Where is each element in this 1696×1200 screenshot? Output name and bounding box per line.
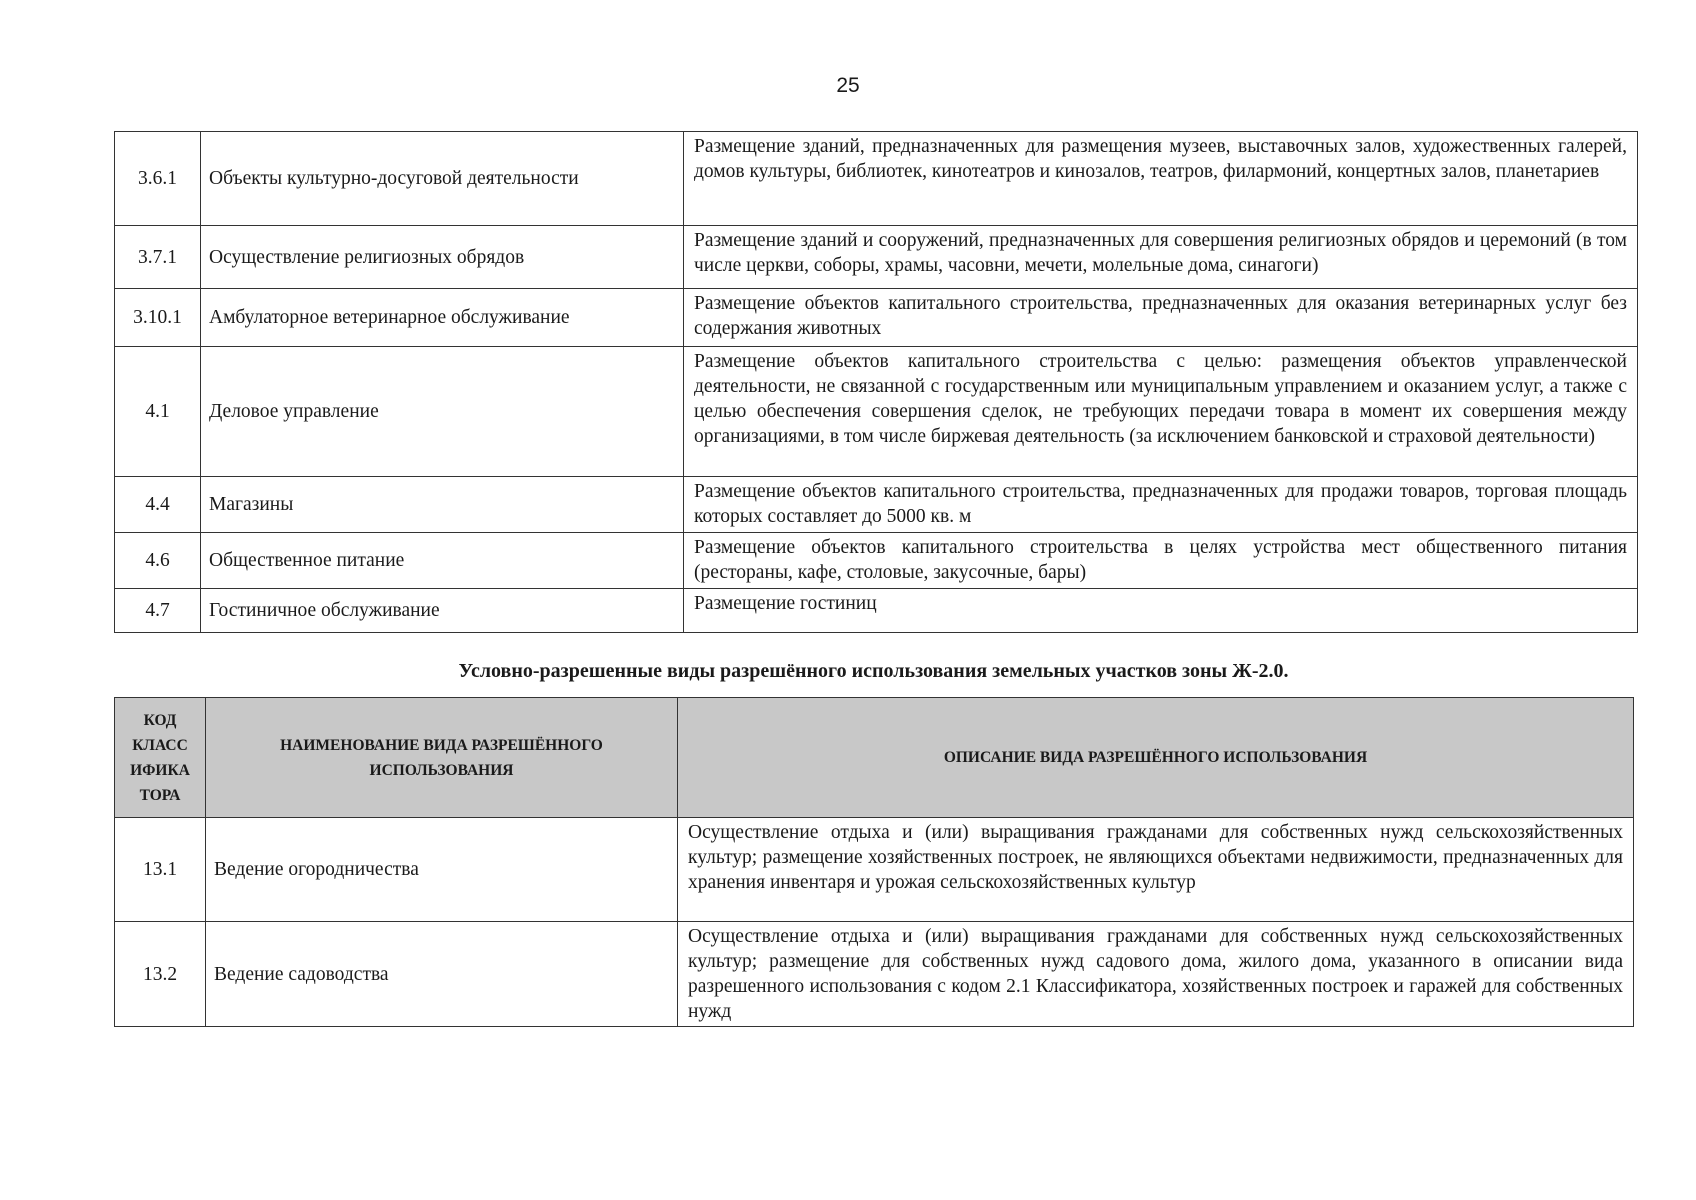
table-row: [115, 477, 1638, 533]
description-cell: Размещение зданий и сооружений, предназначенных для совершения религиозных обрядов и церемоний (в том числе церкви, соборы, храмы, часовни, мечети, молельные дома, синагоги): [684, 226, 1638, 289]
table-header-row: [115, 698, 1634, 818]
code-cell: 13.2: [115, 922, 206, 1027]
table-row: [115, 818, 1634, 922]
name-cell: Магазины: [201, 477, 684, 533]
section-title: Условно-разрешенные виды разрешённого использования земельных участков зоны Ж-2.0.: [458, 660, 1289, 682]
header-code: КОД КЛАСС ИФИКА ТОРА: [115, 698, 206, 818]
code-cell: 4.1: [115, 347, 201, 477]
code-cell: 13.1: [115, 818, 206, 922]
code-cell: 4.4: [115, 477, 201, 533]
name-cell: Амбулаторное ветеринарное обслуживание: [201, 289, 684, 347]
permitted-uses-table: [114, 131, 1638, 633]
conditional-uses-table: [114, 697, 1634, 1027]
code-cell: 4.6: [115, 533, 201, 589]
page-number: 25: [836, 74, 860, 97]
name-cell: Ведение огородничества: [206, 818, 678, 922]
description-cell: Размещение объектов капитального строительства с целью: размещения объектов управленческой деятельности, не связанной с государственным или муниципальным управлением и оказанием услуг, а также с целью обеспечения совершения сделок, не требующих передачи товара в момент их совершения между организациями, в том числе биржевая деятельность (за исключением банковской и страховой деятельности): [684, 347, 1638, 477]
description-cell: Размещение гостиниц: [684, 589, 1638, 633]
description-cell: Осуществление отдыха и (или) выращивания гражданами для собственных нужд сельскохозяйственных культур; размещение хозяйственных построек, не являющихся объектами недвижимости, предназначенных для хранения инвентаря и урожая сельскохозяйственных культур: [678, 818, 1634, 922]
description-cell: Размещение зданий, предназначенных для размещения музеев, выставочных залов, художественных галерей, домов культуры, библиотек, кинотеатров и кинозалов, театров, филармоний, концертных залов, планетариев: [684, 132, 1638, 226]
description-cell: Размещение объектов капитального строительства, предназначенных для продажи товаров, торговая площадь которых составляет до 5000 кв. м: [684, 477, 1638, 533]
description-cell: Размещение объектов капитального строительства в целях устройства мест общественного питания (рестораны, кафе, столовые, закусочные, бары): [684, 533, 1638, 589]
table-row: [115, 922, 1634, 1027]
name-cell: Общественное питание: [201, 533, 684, 589]
code-cell: 3.6.1: [115, 132, 201, 226]
header-description: ОПИСАНИЕ ВИДА РАЗРЕШЁННОГО ИСПОЛЬЗОВАНИЯ: [678, 698, 1634, 818]
code-cell: 4.7: [115, 589, 201, 633]
code-cell: 3.7.1: [115, 226, 201, 289]
description-cell: Осуществление отдыха и (или) выращивания гражданами для собственных нужд сельскохозяйственных культур; размещение для собственных нужд садового дома, жилого дома, указанного в описании вида разрешенного использования с кодом 2.1 Классификатора, хозяйственных построек и гаражей для собственных нужд: [678, 922, 1634, 1027]
header-name: НАИМЕНОВАНИЕ ВИДА РАЗРЕШЁННОГО ИСПОЛЬЗОВАНИЯ: [206, 698, 678, 818]
table-row: [115, 347, 1638, 477]
name-cell: Ведение садоводства: [206, 922, 678, 1027]
table-row: [115, 533, 1638, 589]
description-cell: Размещение объектов капитального строительства, предназначенных для оказания ветеринарных услуг без содержания животных: [684, 289, 1638, 347]
name-cell: Гостиничное обслуживание: [201, 589, 684, 633]
name-cell: Деловое управление: [201, 347, 684, 477]
table-row: [115, 132, 1638, 226]
name-cell: Осуществление религиозных обрядов: [201, 226, 684, 289]
table-row: [115, 589, 1638, 633]
table-row: [115, 226, 1638, 289]
table-row: [115, 289, 1638, 347]
name-cell: Объекты культурно-досуговой деятельности: [201, 132, 684, 226]
code-cell: 3.10.1: [115, 289, 201, 347]
